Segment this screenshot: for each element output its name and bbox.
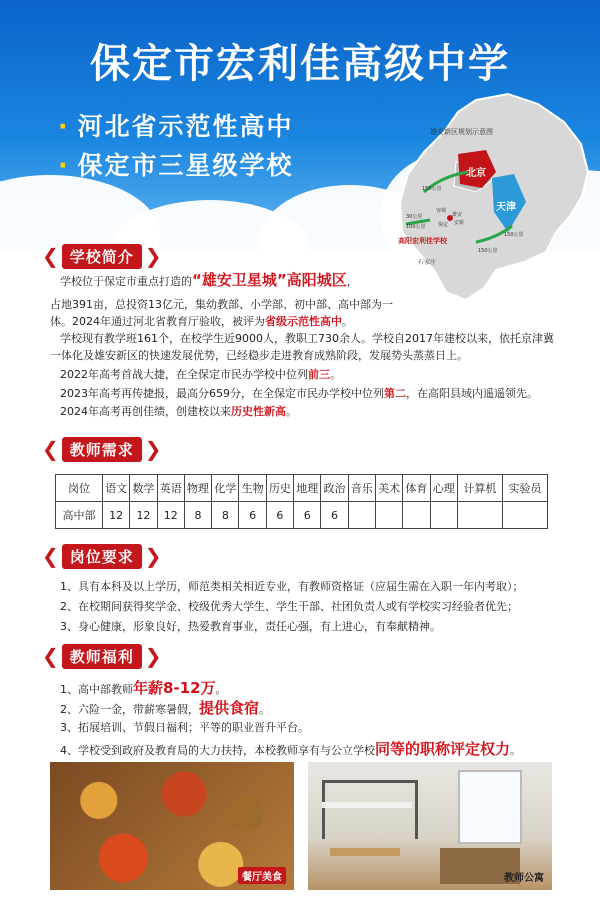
desk-shape bbox=[330, 848, 400, 856]
chevron-right-icon: ❯ bbox=[144, 437, 162, 461]
table-cell: 12 bbox=[157, 502, 184, 529]
requirement-item: 3、身心健康，形象良好，热爱教育事业，责任心强，有上进心，有奉献精神。 bbox=[60, 620, 441, 633]
school-title: 保定市宏利佳高级中学 bbox=[90, 41, 510, 87]
map-label-rongcheng: 容城 bbox=[436, 208, 447, 214]
map-label-tianjin: 天津 bbox=[496, 202, 516, 213]
map-distance: 150公里 bbox=[422, 186, 442, 192]
map-label-baoding: 保定 bbox=[438, 222, 449, 228]
teacher-apartment-photo bbox=[306, 760, 554, 892]
table-cell: 6 bbox=[321, 502, 348, 529]
intro-highlight: 第二 bbox=[384, 387, 406, 400]
table-cell: 6 bbox=[239, 502, 266, 529]
tagline-2: · 保定市三星级学校 bbox=[58, 151, 294, 180]
section-teachers-title: 教师需求 bbox=[62, 437, 142, 462]
benefit-item bbox=[60, 738, 521, 759]
table-cell: 实验员 bbox=[503, 475, 548, 502]
table-cell: 心理 bbox=[430, 475, 457, 502]
benefit-text: 。 bbox=[510, 744, 522, 757]
intro-text: 学校位于保定市重点打造的 bbox=[60, 275, 192, 288]
benefit-item: 3、拓展培训、节假日福利；平等的职业晋升平台。 bbox=[60, 721, 309, 734]
section-requirements-header bbox=[42, 544, 162, 568]
map-title: 雄安新区规划示意图 bbox=[430, 128, 493, 136]
requirement-item: 2、在校期间获得奖学金、校级优秀大学生、学生干部、社团负责人或有学校实习经验者优先； bbox=[60, 600, 518, 613]
section-requirements-title: 岗位要求 bbox=[62, 544, 142, 569]
requirement-item: 1、具有本科及以上学历，师范类相关相近专业，有教师资格证（应届生需在入职一年内考取）； bbox=[60, 580, 524, 593]
table-cell bbox=[503, 502, 548, 529]
benefit-text: 1、高中部教师 bbox=[60, 683, 133, 696]
intro-text: ， bbox=[346, 275, 358, 288]
table-cell: 英语 bbox=[157, 475, 184, 502]
section-benefits-title: 教师福利 bbox=[62, 644, 142, 669]
window-shape bbox=[458, 770, 522, 844]
benefit-highlight: 提供食宿 bbox=[199, 699, 260, 717]
map-label-xiongan: 雄安 bbox=[452, 212, 463, 218]
table-cell: 物理 bbox=[184, 475, 211, 502]
table-cell: 生物 bbox=[239, 475, 266, 502]
table-header-row bbox=[56, 475, 548, 502]
intro-text: 。 bbox=[342, 315, 353, 328]
intro-line bbox=[60, 403, 580, 420]
table-cell: 语文 bbox=[103, 475, 130, 502]
benefit-text: 。 bbox=[259, 703, 271, 716]
table-cell: 音乐 bbox=[348, 475, 375, 502]
intro-highlight: 历史性新高 bbox=[231, 405, 286, 418]
chevron-left-icon: ❮ bbox=[42, 437, 59, 461]
table-cell: 12 bbox=[130, 502, 157, 529]
canteen-caption: 餐厅美食 bbox=[238, 867, 286, 884]
intro-text: 2024年高考再创佳绩，创建校以来 bbox=[60, 405, 231, 418]
table-cell: 地理 bbox=[294, 475, 321, 502]
table-cell bbox=[458, 502, 503, 529]
benefit-item bbox=[60, 677, 227, 698]
intro-line bbox=[50, 313, 410, 330]
table-cell: 6 bbox=[294, 502, 321, 529]
benefit-highlight: 同等的职称评定权力 bbox=[375, 740, 511, 758]
table-cell: 化学 bbox=[212, 475, 239, 502]
map-label-anxin: 安新 bbox=[454, 220, 465, 226]
intro-highlight: 省级示范性高中 bbox=[265, 315, 342, 328]
intro-text: 2022年高考首战大捷，在全保定市民办学校中位列 bbox=[60, 368, 308, 381]
table-cell: 岗位 bbox=[56, 475, 103, 502]
chevron-right-icon: ❯ bbox=[144, 244, 162, 268]
map-label-beijing: 北京 bbox=[466, 168, 486, 179]
intro-line bbox=[60, 366, 580, 383]
map-label-school: 高阳宏利佳学校 bbox=[398, 237, 447, 245]
table-cell: 计算机 bbox=[458, 475, 503, 502]
benefit-text: 2、六险一金，带薪寒暑假， bbox=[60, 703, 199, 716]
benefit-text: 4、学校受到政府及教育局的大力扶持，本校教师享有与公立学校 bbox=[60, 744, 375, 757]
chevron-left-icon: ❮ bbox=[42, 644, 59, 668]
intro-text: ，在高阳县域内遥遥领先。 bbox=[406, 387, 538, 400]
xiongan-map bbox=[396, 92, 596, 302]
bed-mattress bbox=[322, 802, 412, 808]
chevron-right-icon: ❯ bbox=[144, 644, 162, 668]
map-label-shijiazhuang: 石家庄 bbox=[418, 259, 437, 266]
map-distance: 150公里 bbox=[504, 232, 524, 238]
table-cell: 体育 bbox=[403, 475, 430, 502]
benefit-highlight: 年薪8-12万 bbox=[133, 679, 216, 697]
table-cell: 8 bbox=[212, 502, 239, 529]
canteen-food-photo bbox=[48, 760, 296, 892]
benefit-item bbox=[60, 697, 270, 718]
intro-line bbox=[60, 385, 580, 402]
tagline-2-text: 保定市三星级学校 bbox=[77, 151, 294, 180]
table-cell: 高中部 bbox=[56, 502, 103, 529]
chevron-left-icon: ❮ bbox=[42, 244, 59, 268]
intro-highlight: “雄安卫星城”高阳城区 bbox=[192, 271, 347, 289]
teacher-demand-table bbox=[55, 474, 548, 529]
intro-paragraph-1 bbox=[60, 272, 400, 290]
benefit-text: 。 bbox=[215, 683, 227, 696]
table-cell bbox=[403, 502, 430, 529]
map-distance: 100公里 bbox=[406, 224, 426, 230]
intro-line: 一体化及雄安新区的快速发展优势，已经稳步走进教育成熟阶段，发展势头蒸蒸日上。 bbox=[50, 349, 468, 362]
tagline-1: · 河北省示范性高中 bbox=[58, 112, 294, 141]
map-distance: 30公里 bbox=[406, 214, 423, 220]
table-cell: 8 bbox=[184, 502, 211, 529]
section-benefits-header bbox=[42, 644, 162, 668]
table-cell: 12 bbox=[103, 502, 130, 529]
table-cell: 数学 bbox=[130, 475, 157, 502]
section-intro-title: 学校简介 bbox=[62, 244, 142, 269]
tagline-1-text: 河北省示范性高中 bbox=[77, 112, 294, 141]
section-intro-header bbox=[42, 244, 162, 268]
section-teachers-header bbox=[42, 437, 162, 461]
table-cell bbox=[375, 502, 402, 529]
intro-highlight: 前三 bbox=[308, 368, 330, 381]
intro-line: 占地391亩，总投资13亿元，集幼教部、小学部、初中部、高中部为一 bbox=[50, 298, 393, 311]
table-cell bbox=[430, 502, 457, 529]
intro-line: 学校现有教学班161个，在校学生近9000人，教职工730余人。学校自2017年建校以来，依托京津冀 bbox=[60, 332, 554, 345]
bunk-bed-frame bbox=[322, 780, 418, 839]
chevron-right-icon: ❯ bbox=[144, 544, 162, 568]
table-cell: 政治 bbox=[321, 475, 348, 502]
map-distance: 150公里 bbox=[478, 248, 498, 254]
table-cell: 6 bbox=[266, 502, 293, 529]
intro-text: 。 bbox=[330, 368, 341, 381]
intro-text: 2023年高考再传捷报，最高分659分，在全保定市民办学校中位列 bbox=[60, 387, 384, 400]
table-row bbox=[56, 502, 548, 529]
chevron-left-icon: ❮ bbox=[42, 544, 59, 568]
apartment-caption: 教师公寓 bbox=[504, 873, 544, 884]
table-cell: 美术 bbox=[375, 475, 402, 502]
intro-text: 体。2024年通过河北省教育厅验收，被评为 bbox=[50, 315, 265, 328]
table-cell bbox=[348, 502, 375, 529]
intro-text: 。 bbox=[286, 405, 297, 418]
table-cell: 历史 bbox=[266, 475, 293, 502]
